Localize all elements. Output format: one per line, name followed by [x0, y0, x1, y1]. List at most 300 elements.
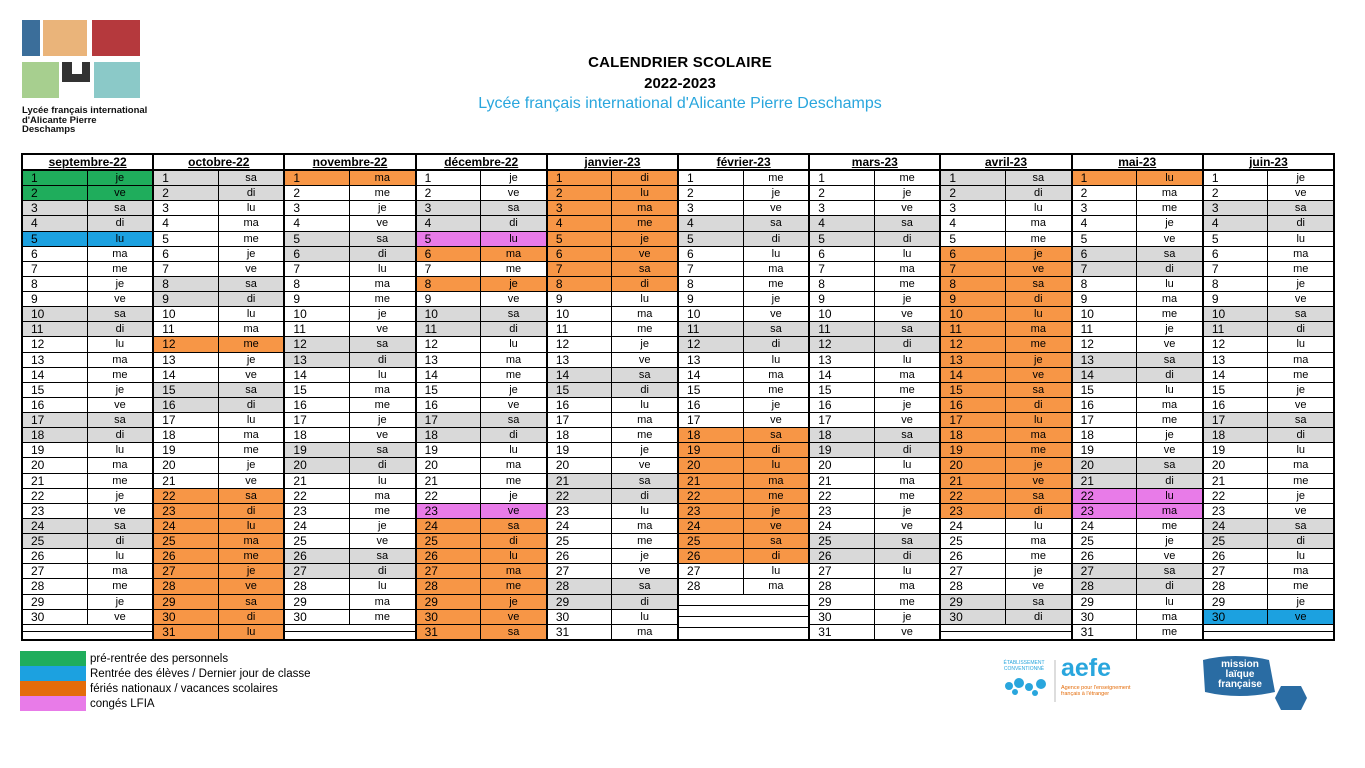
day-number: 19 [417, 443, 482, 457]
day-row [810, 398, 939, 413]
day-number: 14 [1073, 368, 1138, 382]
day-number: 12 [679, 337, 744, 351]
weekday: di [246, 398, 256, 411]
day-number: 14 [154, 368, 219, 382]
day-row [810, 489, 939, 504]
weekday: je [509, 277, 518, 290]
day-number: 27 [941, 564, 1006, 578]
day-number: 10 [154, 307, 219, 321]
day-row [548, 292, 677, 307]
day-row [679, 201, 808, 216]
day-number: 7 [1073, 262, 1138, 276]
day-number: 30 [1204, 610, 1269, 624]
day-row [1204, 307, 1333, 322]
weekday: lu [115, 550, 125, 563]
day-number: 17 [23, 413, 88, 427]
day-row [154, 247, 283, 262]
weekday: sa [1294, 414, 1307, 426]
day-row [679, 353, 808, 368]
weekday: je [902, 610, 912, 623]
day-number: 5 [548, 232, 613, 246]
legend-swatch [20, 696, 86, 711]
weekday: ve [638, 459, 651, 472]
weekday: me [374, 504, 390, 517]
day-number: 23 [941, 504, 1006, 518]
weekday: je [246, 353, 256, 366]
day-number: 31 [154, 625, 219, 639]
day-number: 14 [548, 368, 613, 382]
weekday: lu [902, 353, 912, 366]
day-number: 10 [679, 307, 744, 321]
day-row [154, 322, 283, 337]
weekday: ve [245, 580, 257, 593]
weekday: je [115, 277, 125, 290]
day-row [810, 549, 939, 564]
day-row [941, 171, 1070, 186]
day-row [810, 458, 939, 473]
weekday: me [112, 368, 128, 381]
day-row [679, 292, 808, 307]
day-row [1204, 383, 1333, 398]
day-number: 1 [285, 171, 350, 185]
day-row [679, 534, 808, 549]
day-row [679, 413, 808, 428]
day-row [285, 564, 414, 579]
weekday: ma [1161, 398, 1178, 411]
day-row [154, 534, 283, 549]
day-row [23, 564, 152, 579]
day-number: 10 [417, 307, 482, 321]
day-row [23, 549, 152, 564]
day-number: 6 [679, 247, 744, 261]
day-number: 7 [285, 262, 350, 276]
day-number: 26 [23, 549, 88, 563]
day-number: 9 [1204, 292, 1269, 306]
day-row [154, 549, 283, 564]
day-row [154, 201, 283, 216]
day-number: 19 [154, 443, 219, 457]
day-number: 8 [810, 277, 875, 291]
day-row [417, 186, 546, 201]
day-row [285, 307, 414, 322]
day-number: 8 [679, 277, 744, 291]
weekday: sa [1032, 489, 1045, 502]
day-row [285, 458, 414, 473]
weekday: di [640, 172, 649, 184]
day-row [810, 353, 939, 368]
day-number: 28 [1204, 579, 1269, 593]
day-number: 8 [941, 277, 1006, 291]
weekday: ma [637, 202, 653, 215]
day-row [23, 413, 152, 428]
day-number: 13 [1073, 353, 1138, 367]
day-row [1204, 534, 1333, 549]
weekday: sa [376, 338, 389, 351]
school-name: Lycée français international d'Alicante Pierre Deschamps [478, 95, 882, 112]
day-row [679, 322, 808, 337]
weekday: je [378, 308, 387, 321]
day-row [941, 504, 1070, 519]
day-row [285, 610, 414, 625]
day-row [417, 504, 546, 519]
weekday: lu [246, 414, 256, 426]
day-row [548, 398, 677, 413]
weekday: je [246, 565, 256, 578]
day-row [417, 519, 546, 534]
weekday: ma [768, 474, 784, 487]
day-number: 22 [1204, 489, 1269, 503]
weekday: je [246, 247, 256, 260]
weekday: ma [899, 368, 915, 381]
day-number: 2 [23, 186, 88, 200]
day-number: 21 [417, 474, 482, 488]
day-number: 19 [1204, 443, 1269, 457]
day-row [941, 383, 1070, 398]
day-row [548, 595, 677, 610]
day-number: 21 [23, 474, 88, 488]
day-row [23, 307, 152, 322]
day-number: 4 [285, 216, 350, 230]
weekday: ve [1032, 474, 1045, 487]
day-number: 12 [154, 337, 219, 351]
day-number: 12 [1073, 337, 1138, 351]
day-row [23, 595, 152, 610]
day-row [679, 428, 808, 443]
day-row [1073, 398, 1202, 413]
day-row [941, 632, 1070, 639]
day-row [1073, 277, 1202, 292]
legend-item [20, 651, 311, 666]
day-row [23, 579, 152, 594]
weekday: lu [1034, 519, 1043, 532]
weekday: ve [376, 535, 389, 547]
day-number: 1 [154, 171, 219, 185]
day-row [154, 186, 283, 201]
weekday: je [509, 383, 518, 396]
weekday: sa [245, 172, 257, 184]
day-row [154, 489, 283, 504]
day-number: 15 [548, 383, 613, 397]
weekday: lu [509, 338, 518, 351]
weekday: di [246, 504, 256, 517]
weekday: ve [507, 398, 520, 411]
day-number: 30 [1073, 610, 1138, 624]
day-row [548, 247, 677, 262]
weekday: je [246, 459, 256, 472]
day-row [810, 186, 939, 201]
day-row [285, 353, 414, 368]
day-row [1204, 368, 1333, 383]
day-number: 20 [548, 458, 613, 472]
day-number: 22 [154, 489, 219, 503]
weekday: di [115, 217, 125, 230]
day-number: 2 [548, 186, 613, 200]
day-number: 3 [810, 201, 875, 215]
day-number: 21 [548, 474, 613, 488]
month-column [679, 155, 810, 639]
day-number: 3 [285, 201, 350, 215]
weekday: di [1034, 610, 1043, 623]
page-title: CALENDRIER SCOLAIRE [588, 54, 772, 71]
day-number: 3 [1073, 201, 1138, 215]
day-number: 21 [1073, 474, 1138, 488]
day-row [548, 383, 677, 398]
weekday: lu [640, 398, 649, 411]
weekday: lu [378, 262, 387, 275]
weekday: ve [1294, 504, 1307, 517]
day-number: 18 [941, 428, 1006, 442]
day-number: 10 [285, 307, 350, 321]
weekday: di [902, 550, 912, 563]
day-number: 23 [1204, 504, 1269, 518]
day-number: 4 [548, 216, 613, 230]
weekday: sa [507, 625, 520, 638]
day-number: 6 [810, 247, 875, 261]
day-row [285, 232, 414, 247]
day-row [1073, 322, 1202, 337]
day-number: 5 [941, 232, 1006, 246]
day-row [548, 322, 677, 337]
day-row [810, 474, 939, 489]
weekday: lu [1165, 595, 1174, 608]
day-number: 9 [941, 292, 1006, 306]
weekday: ma [112, 247, 128, 260]
day-number: 18 [548, 428, 613, 442]
day-number: 1 [1204, 171, 1269, 185]
mlf-text: mission laïque française [1218, 659, 1262, 690]
day-row [23, 337, 152, 352]
day-number: 17 [679, 413, 744, 427]
month-header: janvier-23 [548, 155, 677, 171]
day-number: 11 [1204, 322, 1269, 336]
day-number: 15 [285, 383, 350, 397]
day-row [1073, 504, 1202, 519]
header [400, 54, 960, 113]
day-row [941, 277, 1070, 292]
day-row [679, 216, 808, 231]
weekday: di [1296, 535, 1305, 547]
day-number: 7 [417, 262, 482, 276]
weekday: ve [901, 625, 913, 638]
day-number: 26 [941, 549, 1006, 563]
day-number: 10 [1204, 307, 1269, 321]
day-row [941, 595, 1070, 610]
weekday: ve [114, 610, 126, 623]
day-row [154, 595, 283, 610]
day-row [810, 595, 939, 610]
day-row [941, 610, 1070, 625]
day-row [154, 443, 283, 458]
month-header: mai-23 [1073, 155, 1202, 171]
weekday: lu [115, 338, 125, 351]
weekday: me [1293, 368, 1309, 381]
day-number: 23 [1073, 504, 1138, 518]
weekday: di [115, 429, 125, 442]
weekday: lu [640, 293, 649, 305]
day-row [1204, 489, 1333, 504]
weekday: je [902, 398, 912, 411]
weekday: je [1296, 595, 1305, 608]
day-number: 10 [810, 307, 875, 321]
day-row [23, 504, 152, 519]
day-row [23, 625, 152, 632]
day-row [417, 579, 546, 594]
day-number: 18 [810, 428, 875, 442]
weekday: ma [637, 414, 653, 426]
day-row [810, 368, 939, 383]
day-row [679, 262, 808, 277]
day-number: 9 [285, 292, 350, 306]
day-number: 27 [285, 564, 350, 578]
weekday: di [640, 595, 649, 608]
weekday: ve [507, 610, 520, 623]
day-row [548, 549, 677, 564]
day-row [1204, 247, 1333, 262]
weekday: lu [1296, 232, 1305, 245]
day-row [810, 383, 939, 398]
weekday: je [1165, 323, 1174, 336]
day-row [23, 186, 152, 201]
weekday: sa [770, 217, 782, 230]
day-row [679, 489, 808, 504]
weekday: di [246, 187, 256, 200]
day-number: 1 [679, 171, 744, 185]
school-logo-text: Lycée français international d'Alicante Pierre Deschamps [22, 105, 148, 135]
day-row [154, 564, 283, 579]
legend-swatch [20, 681, 86, 696]
day-number: 2 [810, 186, 875, 200]
day-number: 8 [1204, 277, 1269, 291]
weekday: ve [1294, 610, 1307, 623]
weekday: me [768, 489, 784, 502]
day-row [941, 625, 1070, 632]
day-row [23, 368, 152, 383]
day-row [23, 632, 152, 639]
day-row [285, 595, 414, 610]
day-row [1073, 216, 1202, 231]
day-row [548, 579, 677, 594]
weekday: me [1030, 550, 1046, 563]
day-row [154, 610, 283, 625]
weekday: me [899, 172, 915, 184]
weekday: me [899, 489, 915, 502]
day-row [417, 322, 546, 337]
weekday: ve [1163, 232, 1176, 245]
day-number: 31 [810, 625, 875, 639]
month-header: septembre-22 [23, 155, 152, 171]
day-row [679, 232, 808, 247]
day-number: 5 [23, 232, 88, 246]
day-row [810, 625, 939, 640]
day-row [679, 277, 808, 292]
legend-swatch [20, 666, 86, 681]
weekday: sa [245, 595, 257, 608]
day-row [548, 337, 677, 352]
day-row [1073, 474, 1202, 489]
weekday: lu [902, 565, 912, 578]
day-row [417, 413, 546, 428]
day-number: 30 [154, 610, 219, 624]
weekday: di [902, 232, 912, 245]
day-row [23, 443, 152, 458]
day-row [154, 277, 283, 292]
day-row [23, 474, 152, 489]
day-number: 1 [23, 171, 88, 185]
day-row [679, 247, 808, 262]
day-row [1204, 292, 1333, 307]
weekday: ve [1294, 293, 1307, 305]
weekday: lu [1165, 383, 1174, 396]
weekday: me [112, 580, 128, 593]
day-number: 21 [1204, 474, 1269, 488]
day-number: 13 [285, 353, 350, 367]
weekday: ma [768, 262, 784, 275]
weekday: di [1165, 368, 1174, 381]
month-column [154, 155, 285, 639]
weekday: je [1165, 429, 1174, 442]
day-row [1073, 383, 1202, 398]
day-row [23, 353, 152, 368]
day-row [810, 201, 939, 216]
day-number: 18 [417, 428, 482, 442]
legend [20, 651, 311, 711]
day-row [679, 519, 808, 534]
legend-swatch [20, 651, 86, 666]
weekday: ve [1163, 444, 1176, 457]
day-number: 17 [285, 413, 350, 427]
day-number: 12 [285, 337, 350, 351]
weekday: je [771, 187, 781, 200]
month-header: décembre-22 [417, 155, 546, 171]
weekday: ma [505, 247, 522, 260]
weekday: ma [768, 368, 784, 381]
day-row [417, 489, 546, 504]
day-row [285, 368, 414, 383]
day-row [23, 201, 152, 216]
day-row [548, 413, 677, 428]
weekday: ve [770, 202, 782, 215]
day-number: 28 [679, 579, 744, 593]
day-number: 31 [548, 625, 613, 639]
day-number: 26 [1204, 549, 1269, 563]
day-number: 6 [548, 247, 613, 261]
weekday: ma [1030, 429, 1046, 442]
weekday: me [637, 323, 653, 336]
aefe-name: aefe [1061, 654, 1112, 682]
weekday: lu [378, 580, 387, 593]
weekday: ve [901, 308, 913, 321]
day-number: 21 [154, 474, 219, 488]
day-row [1073, 610, 1202, 625]
day-row [1204, 428, 1333, 443]
day-row [285, 428, 414, 443]
day-row [1204, 262, 1333, 277]
day-row [941, 368, 1070, 383]
day-number: 23 [417, 504, 482, 518]
day-row [941, 443, 1070, 458]
day-number: 13 [417, 353, 482, 367]
weekday: je [640, 232, 649, 245]
day-number: 29 [417, 595, 482, 609]
day-row [285, 201, 414, 216]
weekday: je [1296, 172, 1305, 184]
weekday: me [1161, 519, 1178, 532]
day-number: 30 [285, 610, 350, 624]
day-row [285, 322, 414, 337]
day-number: 11 [417, 322, 482, 336]
day-row [548, 277, 677, 292]
day-row [285, 549, 414, 564]
